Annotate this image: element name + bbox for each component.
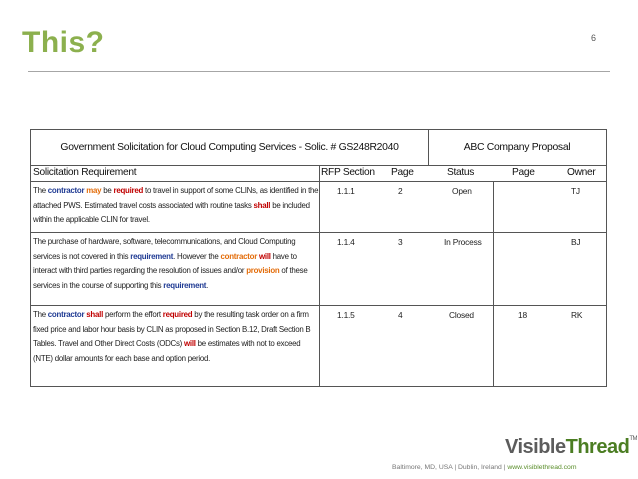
col-header-owner: Owner <box>567 167 596 178</box>
requirement-fragment: be estimates with not to exceed (NTE) dollar amounts for each base and option period. <box>33 339 301 363</box>
visiblethread-logo <box>505 436 637 459</box>
slide-title: This? <box>22 26 105 59</box>
status-cell: Closed <box>449 310 474 320</box>
requirement-fragment: to travel in support of some CLINs, as identified in the attached PWS. Estimated travel costs associated with routine tasks <box>33 186 319 210</box>
owner-cell: BJ <box>571 237 581 247</box>
requirement-text <box>33 235 319 293</box>
col-header-status: Status <box>447 167 475 178</box>
requirement-fragment: by the resulting task order on a firm fixed price and labor hour basis by CLIN as proposed in Section B.12, Draft Section B Tables. Travel and Other Direct Costs (ODCs) <box>33 310 311 348</box>
highlighted-keyword: shall <box>86 310 104 319</box>
highlighted-keyword: required <box>113 186 144 195</box>
logo-word-thread: Thread <box>565 436 630 458</box>
proposal-page-cell: 18 <box>518 310 527 320</box>
column-divider <box>493 182 494 386</box>
highlighted-keyword: requirement <box>130 251 174 261</box>
highlighted-keyword: requirement <box>163 280 207 290</box>
highlighted-keyword: required <box>162 310 193 319</box>
page-cell: 4 <box>398 310 403 320</box>
col-header-requirement: Solicitation Requirement <box>33 167 137 178</box>
highlighted-keyword: contractor <box>47 186 85 195</box>
requirement-fragment: The <box>33 310 48 319</box>
highlighted-keyword: may <box>86 186 102 195</box>
logo-word-visible: Visible <box>505 436 566 458</box>
page-cell: 2 <box>398 186 403 196</box>
requirement-fragment: The <box>33 186 48 195</box>
requirement-fragment: have to interact with third parties regarding the resolution of issues and/or <box>33 251 297 275</box>
requirements-table <box>30 129 607 387</box>
requirement-fragment: . However the <box>173 251 221 261</box>
footer-locations: Baltimore, MD, USA | Dublin, Ireland | <box>392 464 508 471</box>
status-cell: In Process <box>444 237 482 247</box>
requirement-fragment: be <box>101 186 114 195</box>
col-header-page: Page <box>391 167 414 178</box>
highlighted-keyword: provision <box>246 266 280 275</box>
page-cell: 3 <box>398 237 403 247</box>
rfp-section-cell: 1.1.5 <box>337 310 355 320</box>
owner-cell: TJ <box>571 186 580 196</box>
requirement-text <box>33 308 319 366</box>
logo-trademark: TM <box>629 436 637 442</box>
status-cell: Open <box>452 186 472 196</box>
column-divider <box>319 165 320 386</box>
requirement-fragment: of these services in the course of supporting this <box>33 266 308 290</box>
proposal-header: ABC Company Proposal <box>463 142 571 153</box>
col-header-proposal-page: Page <box>512 167 535 178</box>
highlighted-keyword: will <box>258 251 271 261</box>
highlighted-keyword: contractor <box>47 310 85 319</box>
requirement-fragment: The purchase of hardware, software, telecommunications, and Cloud Computing services is not covered in this <box>33 237 296 261</box>
footer-contact <box>392 464 577 471</box>
requirement-fragment: perform the effort <box>103 310 163 319</box>
page-number: 6 <box>591 33 597 43</box>
requirement-fragment: be included within the applicable CLIN for travel. <box>33 200 310 224</box>
owner-cell: RK <box>571 310 583 320</box>
footer-website-link[interactable]: www.visiblethread.com <box>507 464 577 471</box>
rfp-section-cell: 1.1.1 <box>337 186 355 196</box>
requirement-fragment: . <box>206 280 209 290</box>
highlighted-keyword: contractor <box>220 251 258 261</box>
table-header-group <box>31 130 606 166</box>
highlighted-keyword: will <box>184 339 196 348</box>
rfp-section-cell: 1.1.4 <box>337 237 355 247</box>
col-header-rfp-section: RFP Section <box>321 167 375 178</box>
solicitation-header: Government Solicitation for Cloud Computing Services - Solic. # GS248R2040 <box>31 130 429 165</box>
title-divider <box>28 71 610 72</box>
highlighted-keyword: shall <box>253 200 271 210</box>
requirement-text <box>33 184 319 228</box>
